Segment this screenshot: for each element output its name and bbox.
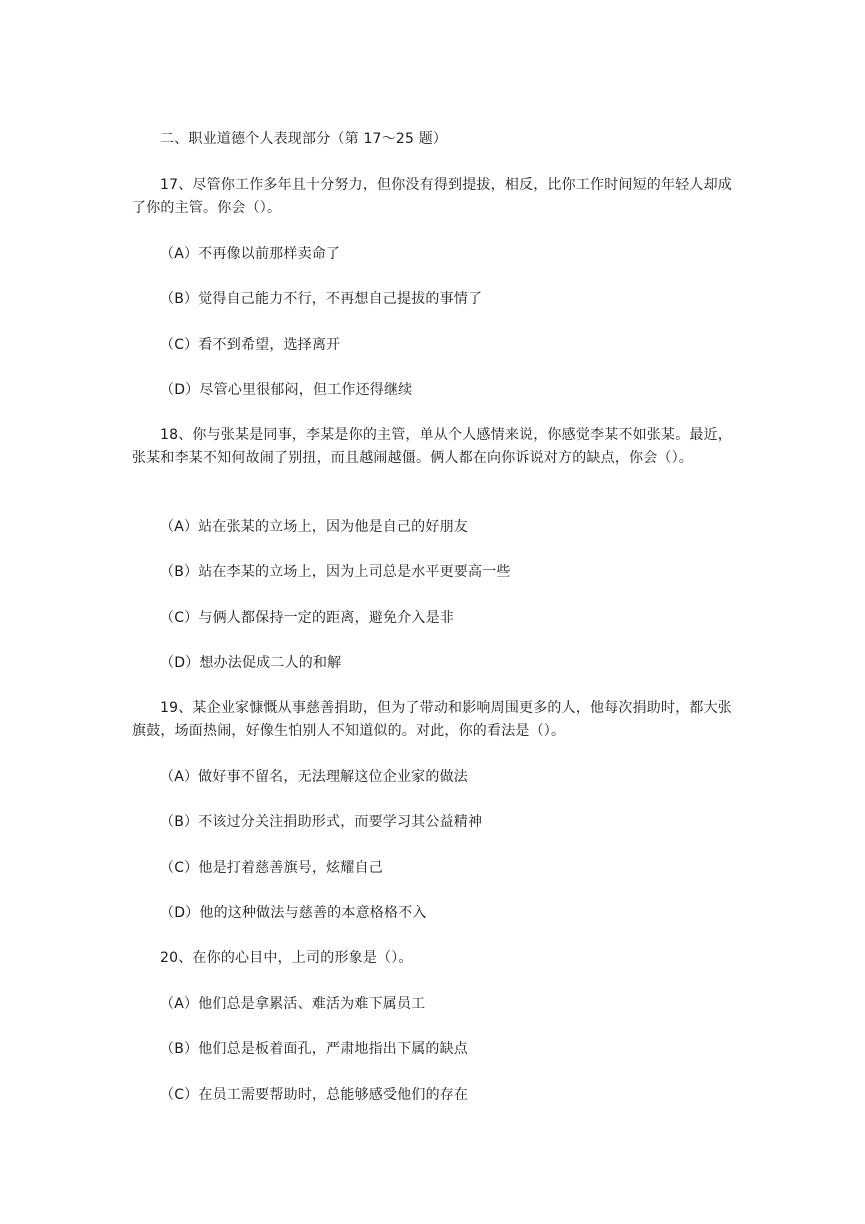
question-18-stem: 18、你与张某是同事，李某是你的主管，单从个人感情来说，你感觉李某不如张某。最近，张某和李某不知何故闹了别扭，而且越闹越僵。俩人都在向你诉说对方的缺点，你会（）。 — [132, 427, 733, 466]
question-17-option-d: （D）尽管心里很郁闷，但工作还得继续 — [160, 382, 413, 398]
question-20-option-b: （B）他们总是板着面孔，严肃地指出下属的缺点 — [160, 1041, 469, 1057]
question-18-option-b: （B）站在李某的立场上，因为上司总是水平更要高一些 — [160, 564, 511, 580]
section-title: 二、职业道德个人表现部分（第 17～25 题） — [160, 131, 448, 147]
question-17-option-a: （A）不再像以前那样卖命了 — [160, 246, 341, 262]
question-19-option-d: （D）他的这种做法与慈善的本意格格不入 — [160, 905, 427, 921]
question-19-option-c: （C）他是打着慈善旗号，炫耀自己 — [160, 860, 383, 876]
question-20-option-c: （C）在员工需要帮助时，总能够感受他们的存在 — [160, 1087, 469, 1103]
question-18-option-d: （D）想办法促成二人的和解 — [160, 655, 342, 671]
question-17-option-c: （C）看不到希望，选择离开 — [160, 337, 341, 353]
question-19-stem: 19、某企业家慷慨从事慈善捐助，但为了带动和影响周围更多的人，他每次捐助时，都大张旗鼓，场面热闹，好像生怕别人不知道似的。对此，你的看法是（）。 — [132, 700, 733, 739]
question-19-option-b: （B）不该过分关注捐助形式，而要学习其公益精神 — [160, 814, 483, 830]
question-17-stem: 17、尽管你工作多年且十分努力，但你没有得到提拔，相反，比你工作时间短的年轻人却成了你的主管。你会（）。 — [132, 177, 733, 216]
question-20-option-a: （A）他们总是拿累活、难活为难下属员工 — [160, 996, 426, 1012]
question-18-option-c: （C）与俩人都保持一定的距离，避免介入是非 — [160, 610, 454, 626]
question-19-option-a: （A）做好事不留名，无法理解这位企业家的做法 — [160, 769, 468, 785]
question-17-option-b: （B）觉得自己能力不行，不再想自己提拔的事情了 — [160, 291, 483, 307]
question-20-stem: 20、在你的心目中，上司的形象是（）。 — [160, 950, 413, 966]
question-18-option-a: （A）站在张某的立场上，因为他是自己的好朋友 — [160, 519, 468, 535]
